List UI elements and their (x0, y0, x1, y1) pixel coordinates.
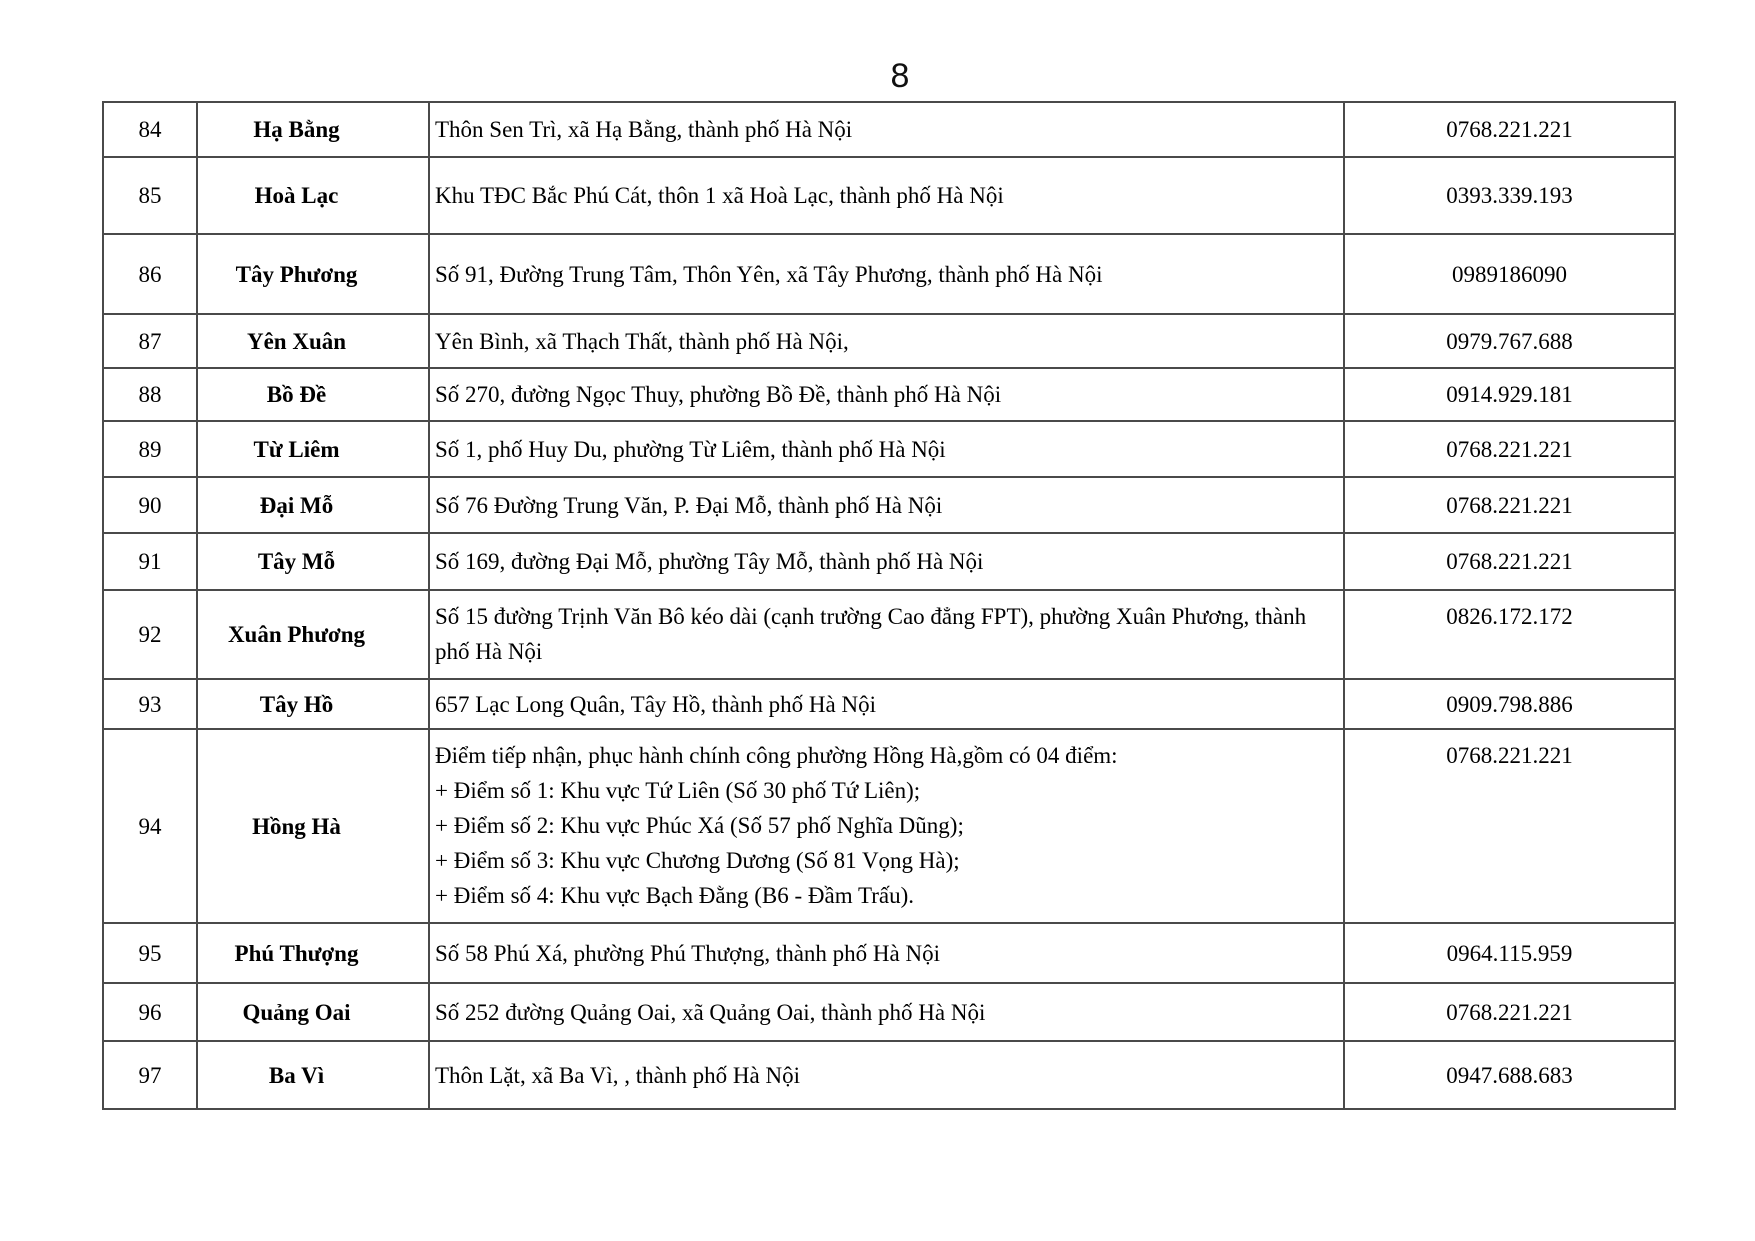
table-row (103, 314, 1675, 368)
address-line: Khu TĐC Bắc Phú Cát, thôn 1 xã Hoà Lạc, thành phố Hà Nội (435, 183, 1004, 208)
table-row (103, 923, 1675, 983)
table-row (103, 729, 1675, 923)
table-row (103, 234, 1675, 314)
row-name: Hồng Hà (197, 729, 429, 923)
row-name: Tây Hồ (197, 679, 429, 729)
row-address (429, 729, 1344, 923)
row-number: 88 (103, 368, 197, 421)
row-number: 97 (103, 1041, 197, 1109)
address-line: Số 1, phố Huy Du, phường Từ Liêm, thành phố Hà Nội (435, 436, 946, 462)
table-row (103, 1041, 1675, 1109)
table-row (103, 368, 1675, 421)
row-phone: 0964.115.959 (1344, 923, 1675, 983)
row-number: 92 (103, 590, 197, 679)
row-phone: 0768.221.221 (1344, 983, 1675, 1041)
row-address (429, 590, 1344, 679)
address-line: Yên Bình, xã Thạch Thất, thành phố Hà Nội, (435, 328, 849, 354)
address-line: + Điểm số 1: Khu vực Tứ Liên (Số 30 phố Tứ Liên); (435, 778, 921, 803)
address-line: + Điểm số 3: Khu vực Chương Dương (Số 81 Vọng Hà); (435, 848, 960, 873)
row-number: 94 (103, 729, 197, 923)
table-row (103, 983, 1675, 1041)
address-line: Thôn Sen Trì, xã Hạ Bằng, thành phố Hà Nội (435, 117, 853, 142)
row-phone: 0979.767.688 (1344, 314, 1675, 368)
row-phone: 0768.221.221 (1344, 421, 1675, 477)
address-line: Số 270, đường Ngọc Thuy, phường Bồ Đề, thành phố Hà Nội (435, 382, 1002, 407)
table-row (103, 477, 1675, 533)
row-phone: 0768.221.221 (1344, 533, 1675, 590)
row-number: 96 (103, 983, 197, 1041)
page-number: 8 (890, 57, 910, 95)
address-line: Thôn Lặt, xã Ba Vì, , thành phố Hà Nội (435, 1062, 800, 1088)
row-address (429, 102, 1344, 157)
row-address (429, 923, 1344, 983)
table-row (103, 421, 1675, 477)
row-number: 93 (103, 679, 197, 729)
table-row (103, 102, 1675, 157)
row-name: Yên Xuân (197, 314, 429, 368)
row-number: 86 (103, 234, 197, 314)
row-name: Từ Liêm (197, 421, 429, 477)
row-phone: 0393.339.193 (1344, 157, 1675, 234)
row-phone: 0768.221.221 (1344, 477, 1675, 533)
address-line: + Điểm số 2: Khu vực Phúc Xá (Số 57 phố Nghĩa Dũng); (435, 813, 964, 838)
row-address (429, 234, 1344, 314)
table-row (103, 679, 1675, 729)
row-phone: 0914.929.181 (1344, 368, 1675, 421)
row-name: Ba Vì (197, 1041, 429, 1109)
address-line: Số 58 Phú Xá, phường Phú Thượng, thành phố Hà Nội (435, 940, 941, 966)
row-address (429, 983, 1344, 1041)
row-name: Tây Phương (197, 234, 429, 314)
row-phone: 0768.221.221 (1344, 729, 1675, 923)
row-address (429, 1041, 1344, 1109)
address-line: 657 Lạc Long Quân, Tây Hồ, thành phố Hà Nội (435, 691, 876, 717)
table-row (103, 533, 1675, 590)
row-address (429, 533, 1344, 590)
row-name: Đại Mỗ (197, 477, 429, 533)
row-address (429, 157, 1344, 234)
row-phone: 0768.221.221 (1344, 102, 1675, 157)
row-name: Xuân Phương (197, 590, 429, 679)
row-name: Tây Mỗ (197, 533, 429, 590)
row-number: 84 (103, 102, 197, 157)
address-line: Điểm tiếp nhận, phục hành chính công phường Hồng Hà,gồm có 04 điểm: (435, 743, 1118, 768)
row-number: 90 (103, 477, 197, 533)
row-phone: 0909.798.886 (1344, 679, 1675, 729)
row-number: 91 (103, 533, 197, 590)
table-row (103, 590, 1675, 679)
table-body (103, 102, 1675, 1109)
contact-table (102, 101, 1676, 1110)
row-number: 95 (103, 923, 197, 983)
address-line: Số 76 Đường Trung Văn, P. Đại Mỗ, thành phố Hà Nội (435, 492, 943, 518)
row-name: Bồ Đề (197, 368, 429, 421)
row-name: Phú Thượng (197, 923, 429, 983)
address-line: Số 15 đường Trịnh Văn Bô kéo dài (cạnh trường Cao đẳng FPT), phường Xuân Phương, thành phố Hà Nội (435, 604, 1307, 664)
address-line: Số 91, Đường Trung Tâm, Thôn Yên, xã Tây Phương, thành phố Hà Nội (435, 261, 1103, 287)
row-name: Hoà Lạc (197, 157, 429, 234)
row-number: 87 (103, 314, 197, 368)
address-line: + Điểm số 4: Khu vực Bạch Đằng (B6 - Đầm Trấu). (435, 883, 914, 908)
row-number: 89 (103, 421, 197, 477)
address-line: Số 252 đường Quảng Oai, xã Quảng Oai, thành phố Hà Nội (435, 999, 986, 1025)
row-number: 85 (103, 157, 197, 234)
row-address (429, 421, 1344, 477)
row-phone: 0947.688.683 (1344, 1041, 1675, 1109)
row-address (429, 314, 1344, 368)
table-row (103, 157, 1675, 234)
row-address (429, 477, 1344, 533)
address-line: Số 169, đường Đại Mỗ, phường Tây Mỗ, thành phố Hà Nội (435, 549, 984, 574)
row-phone: 0826.172.172 (1344, 590, 1675, 679)
row-name: Quảng Oai (197, 983, 429, 1041)
row-name: Hạ Bằng (197, 102, 429, 157)
row-address (429, 679, 1344, 729)
row-address (429, 368, 1344, 421)
row-phone: 0989186090 (1344, 234, 1675, 314)
